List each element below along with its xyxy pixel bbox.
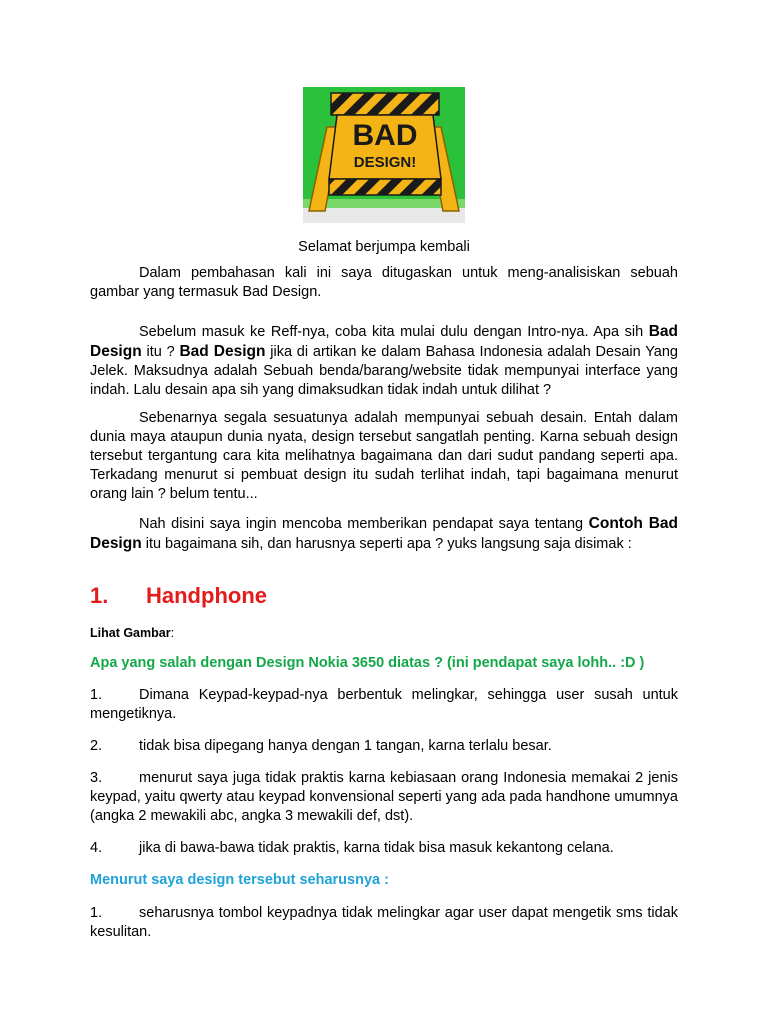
bold-term: Contoh Bad Design [90,515,678,552]
list-item: 3. menurut saya juga tidak praktis karna kebiasaan orang Indonesia memakai 2 jenis keypad, yaitu qwerty atau keypad konvensional seperti yang ada pada handhone umumnya (angka 2 mewakili abc, angka 3 mewakili def, dst). [90,770,678,824]
paragraph-example-intro: Nah disini saya ingin mencoba memberikan pendapat saya tentang Contoh Bad Design itu bagaimana sih, dan harusnya seperti apa ? yuks langsung saja disimak : [90,515,678,552]
section-number: 1. [90,583,109,608]
paragraph-design-importance: Sebenarnya segala sesuatunya adalah mempunyai sebuah desain. Entah dalam dunia maya ataupun dunia nyata, design tersebut sangatlah penting. Karna sebuah design tersebut tergantung cara kita melihatnya bagaimana dan dari sudut pandang seperti apa. Terkadang menurut si pembuat design itu sudah terlihat indah, tapi bagaimana menurut orang lain ? belum tentu... [90,410,678,502]
logo-text-line1: BAD [352,119,418,152]
bold-term: Bad Design [90,323,678,360]
list-item: 4. jika di bawa-bawa tidak praktis, karna tidak bisa masuk kekantong celana. [90,840,614,856]
see-image-label: Lihat Gambar: [90,626,175,640]
blue-solution-heading: Menurut saya design tersebut seharusnya : [90,872,389,888]
list-item: 1. Dimana Keypad-keypad-nya berbentuk melingkar, sehingga user susah untuk mengetiknya. [90,687,678,722]
list-item: 1. seharusnya tombol keypadnya tidak melingkar agar user dapat mengetik sms tidak kesulitan. [90,905,678,940]
logo-text-line2: DESIGN! [353,154,417,171]
bold-term: Bad Design [179,343,266,360]
bad-design-logo [303,87,465,223]
list-item: 2. tidak bisa dipegang hanya dengan 1 tangan, karna terlalu besar. [90,738,552,754]
greeting-caption: Selamat berjumpa kembali [298,239,470,255]
paragraph-bad-design-definition: Sebelum masuk ke Reff-nya, coba kita mulai dulu dengan Intro-nya. Apa sih Bad Design itu ? Bad Design jika di artikan ke dalam Bahasa Indonesia adalah Desain Yang Jelek. Maksudnya adalah Sebuah benda/barang/website tidak mempunyai interface yang indah. Lalu desain apa sih yang dimaksudkan tidak indah untuk dilihat ? [90,323,678,398]
paragraph-intro: Dalam pembahasan kali ini saya ditugaskan untuk meng-analisiskan sebuah gambar yang termasuk Bad Design. [90,265,678,300]
section-title: Handphone [146,583,267,608]
green-question-heading: Apa yang salah dengan Design Nokia 3650 diatas ? (ini pendapat saya lohh.. :D ) [90,655,645,671]
section-heading-handphone [90,582,267,610]
